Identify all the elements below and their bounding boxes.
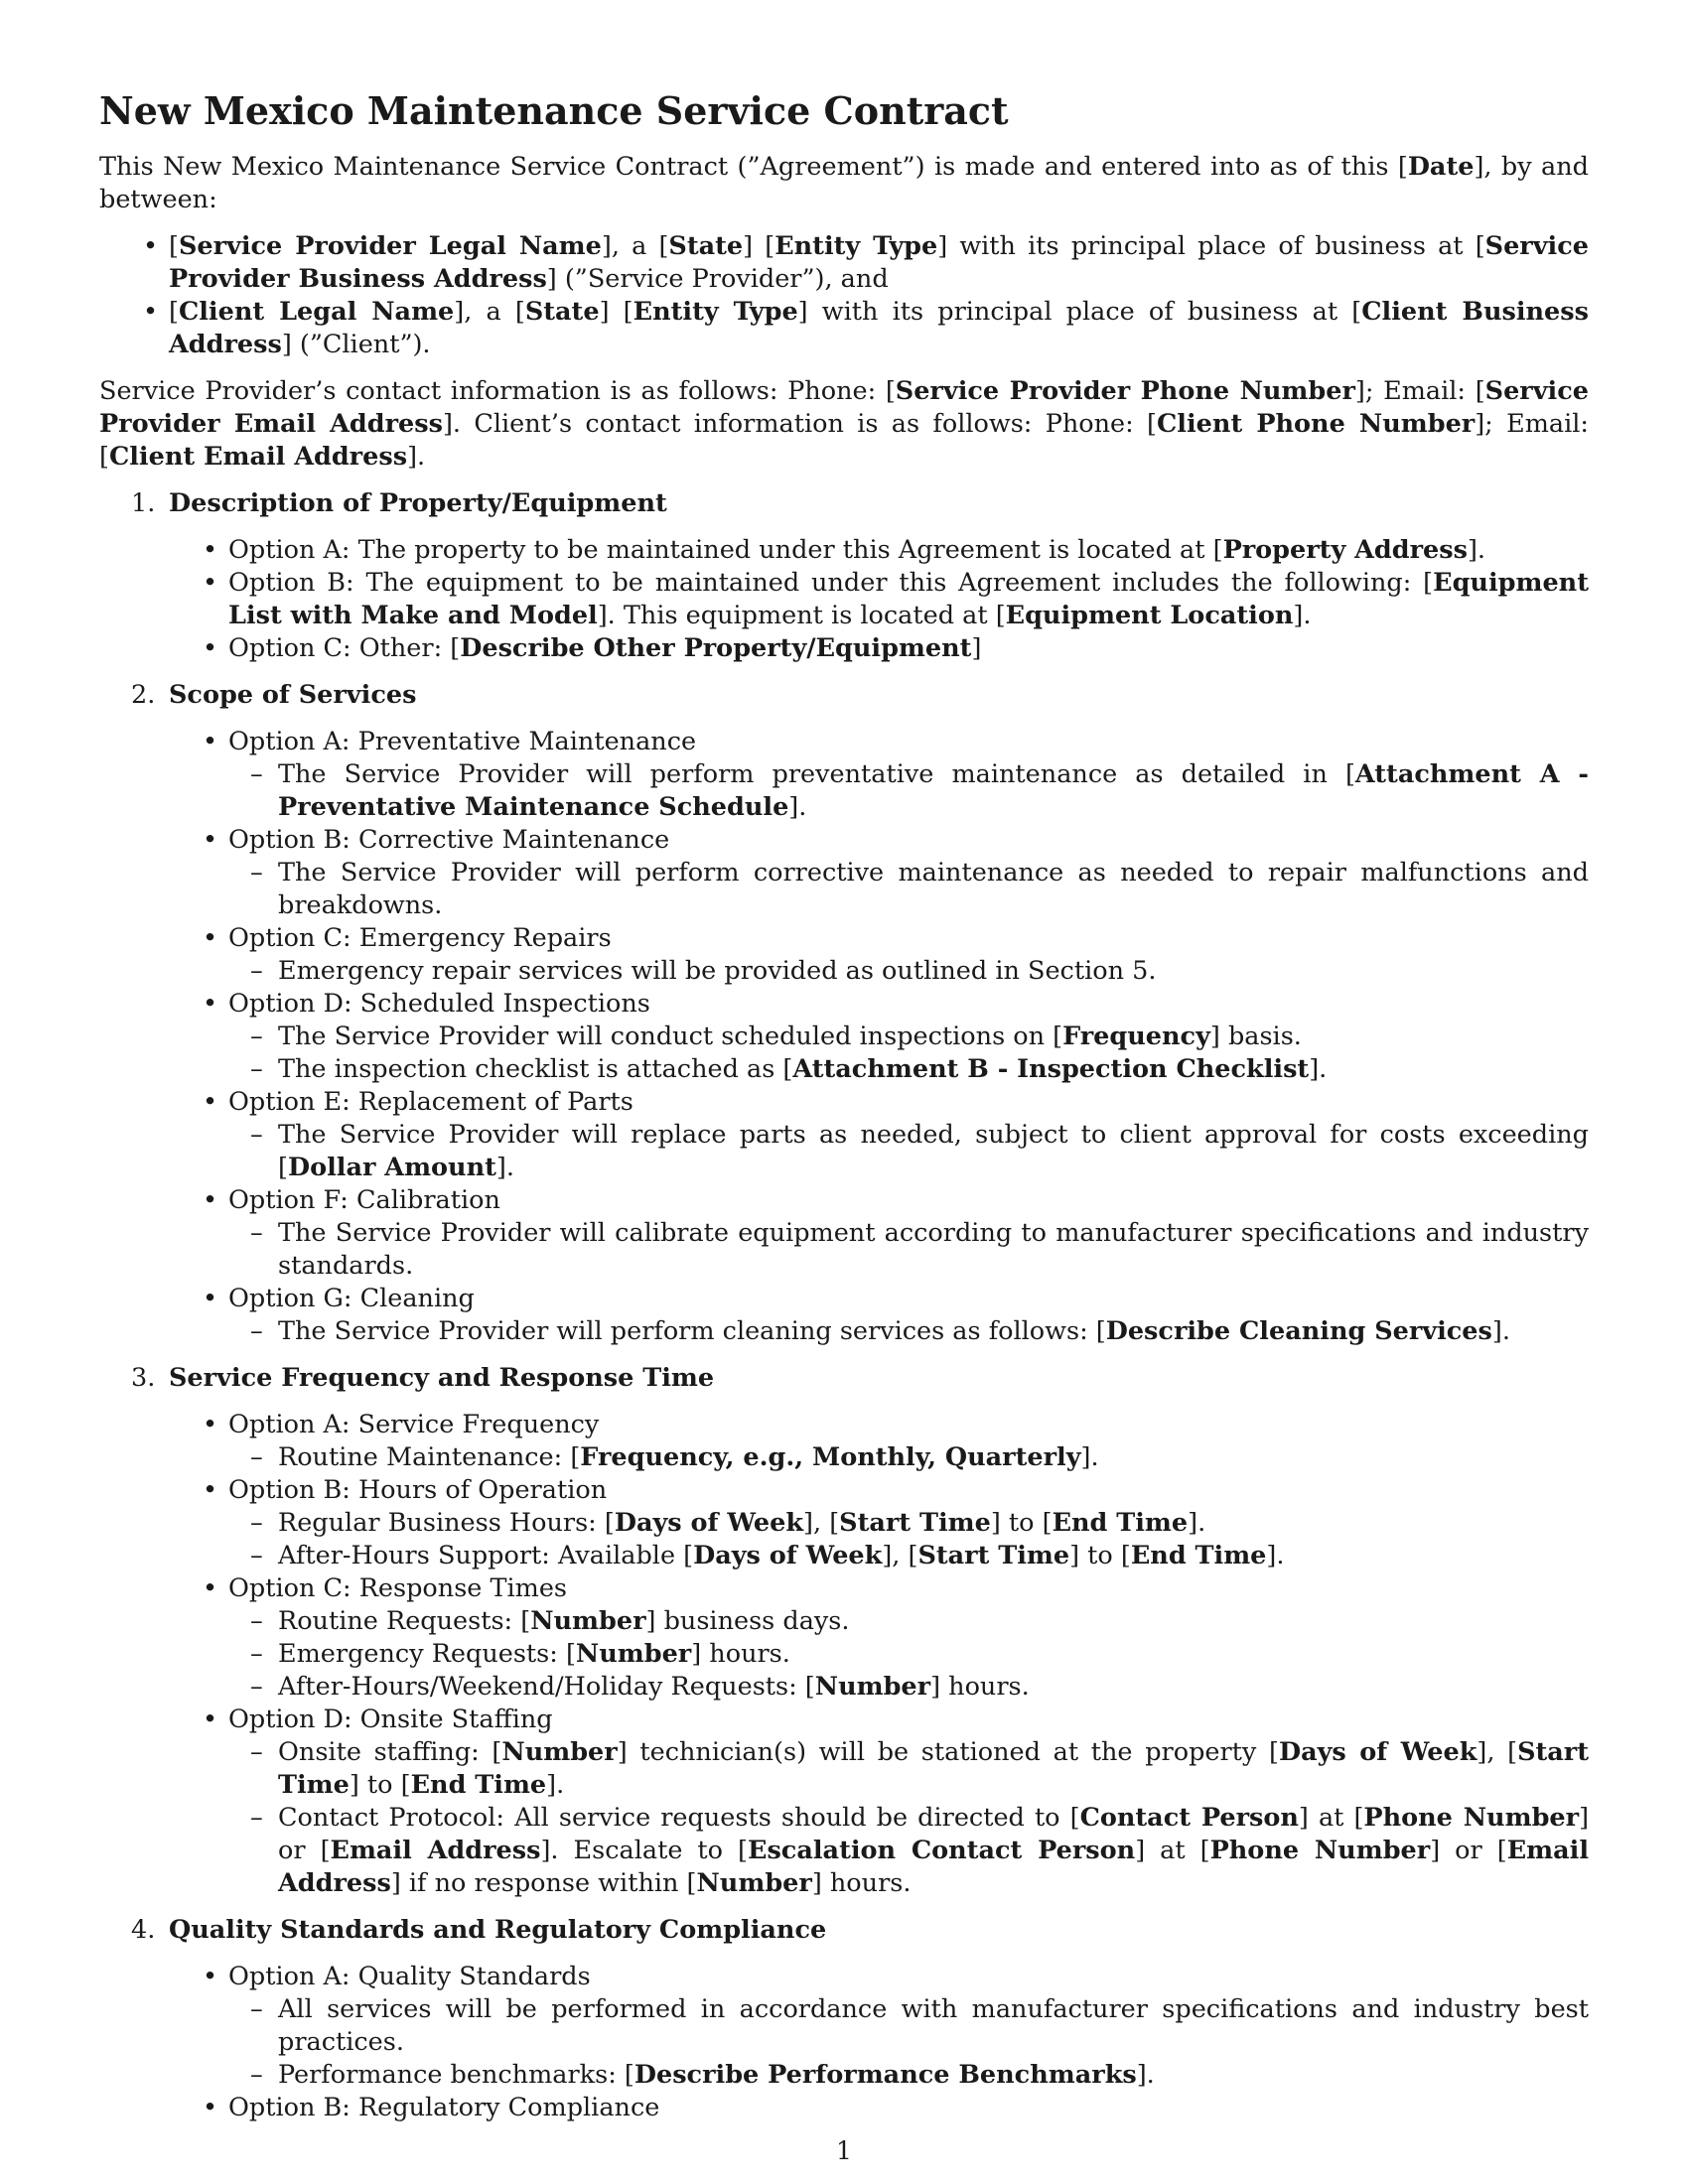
section-title: Description of Property/Equipment bbox=[169, 488, 667, 518]
option-item: • Option D: Onsite Staffing – Onsite staffing: [Number] technician(s) will be stationed at the property [Days of Week], [Start Time] to [End Time]. – Contact Protocol: All service requests should be directed to [Contact Person] at [Phone Number] or [Email Address]. Escalate to [Escalation Contact Person] at [Phone Number] or [Email Address] if no response within [Number] hours. bbox=[169, 1704, 1589, 1900]
parties-list bbox=[99, 230, 1589, 361]
sub-item: – The Service Provider will perform cleaning services as follows: [Describe Cleaning Services]. bbox=[228, 1315, 1589, 1348]
sub-item: – Contact Protocol: All service requests should be directed to [Contact Person] at [Phone Number] or [Email Address]. Escalate to [Escalation Contact Person] at [Phone Number] or [Email Address] if no response within [Number] hours. bbox=[228, 1802, 1589, 1900]
option-item: • Option G: Cleaning – The Service Provider will perform cleaning services as follows: [Describe Cleaning Services]. bbox=[169, 1283, 1589, 1348]
sub-item: – All services will be performed in accordance with manufacturer specifications and industry best practices. bbox=[228, 1993, 1589, 2059]
section-4 bbox=[99, 1914, 1589, 2124]
option-item: • Option D: Scheduled Inspections – The Service Provider will conduct scheduled inspections on [Frequency] basis. – The inspection checklist is attached as [Attachment B - Inspection Checklist]. bbox=[169, 988, 1589, 1086]
sub-item: – The Service Provider will calibrate equipment according to manufacturer specifications and industry standards. bbox=[228, 1217, 1589, 1283]
sub-item: – Routine Maintenance: [Frequency, e.g., Monthly, Quarterly]. bbox=[228, 1441, 1589, 1474]
sub-item: – After-Hours/Weekend/Holiday Requests: [Number] hours. bbox=[228, 1671, 1589, 1704]
sub-item: – The Service Provider will replace parts as needed, subject to client approval for costs exceeding [Dollar Amount]. bbox=[228, 1119, 1589, 1184]
section-title: Scope of Services bbox=[169, 680, 417, 710]
section-title: Quality Standards and Regulatory Compliance bbox=[169, 1915, 827, 1945]
sub-item: – The inspection checklist is attached as [Attachment B - Inspection Checklist]. bbox=[228, 1053, 1589, 1086]
option-item: • Option C: Response Times – Routine Requests: [Number] business days. – Emergency Requests: [Number] hours. – After-Hours/Weekend/Holiday Requests: [Number] hours. bbox=[169, 1572, 1589, 1704]
sub-item: – Routine Requests: [Number] business days. bbox=[228, 1605, 1589, 1638]
section-number: 1. bbox=[131, 488, 156, 518]
intro-paragraph: This New Mexico Maintenance Service Contract (”Agreement”) is made and entered into as of this [Date], by and between: bbox=[99, 152, 1590, 214]
sub-item: – Performance benchmarks: [Describe Performance Benchmarks]. bbox=[228, 2059, 1589, 2092]
section-1 bbox=[99, 487, 1589, 665]
sections-list bbox=[99, 487, 1589, 2124]
sub-item: – The Service Provider will conduct scheduled inspections on [Frequency] basis. bbox=[228, 1021, 1589, 1053]
option-item: • Option A: Service Frequency – Routine Maintenance: [Frequency, e.g., Monthly, Quarterly]. bbox=[169, 1409, 1589, 1474]
option-item: • Option B: The equipment to be maintained under this Agreement includes the following: [Equipment List with Make and Model]. This equipment is located at [Equipment Location]. bbox=[169, 567, 1589, 632]
option-item: • Option E: Replacement of Parts – The Service Provider will replace parts as needed, subject to client approval for costs exceeding [Dollar Amount]. bbox=[169, 1086, 1589, 1184]
option-item: • Option A: Preventative Maintenance – The Service Provider will perform preventative maintenance as detailed in [Attachment A - Preventative Maintenance Schedule]. bbox=[169, 726, 1589, 824]
sub-item: – After-Hours Support: Available [Days of Week], [Start Time] to [End Time]. bbox=[228, 1540, 1589, 1572]
sub-item: – Emergency Requests: [Number] hours. bbox=[228, 1638, 1589, 1671]
party-service-provider: • [Service Provider Legal Name], a [State] [Entity Type] with its principal place of business at [Service Provider Business Address] (”Service Provider”), and bbox=[99, 230, 1589, 296]
sub-item: – Onsite staffing: [Number] technician(s) will be stationed at the property [Days of Week], [Start Time] to [End Time]. bbox=[228, 1736, 1589, 1802]
section-2 bbox=[99, 679, 1589, 1348]
option-item: • Option B: Hours of Operation – Regular Business Hours: [Days of Week], [Start Time] to [End Time]. – After-Hours Support: Available [Days of Week], [Start Time] to [End Time]. bbox=[169, 1474, 1589, 1572]
section-number: 2. bbox=[131, 680, 156, 710]
sub-item: – Regular Business Hours: [Days of Week], [Start Time] to [End Time]. bbox=[228, 1507, 1589, 1540]
page-number: 1 bbox=[836, 2136, 852, 2165]
option-item: • Option B: Corrective Maintenance – The Service Provider will perform corrective maintenance as needed to repair malfunctions and breakdowns. bbox=[169, 824, 1589, 922]
document-page bbox=[99, 85, 1589, 2138]
option-item: • Option B: Regulatory Compliance bbox=[169, 2092, 1589, 2124]
option-item: • Option A: The property to be maintained under this Agreement is located at [Property Address]. bbox=[169, 534, 1589, 567]
section-title: Service Frequency and Response Time bbox=[169, 1363, 715, 1393]
sub-item: – The Service Provider will perform corrective maintenance as needed to repair malfunctions and breakdowns. bbox=[228, 857, 1589, 922]
option-item: • Option A: Quality Standards – All services will be performed in accordance with manufacturer specifications and industry best practices. – Performance benchmarks: [Describe Performance Benchmarks]. bbox=[169, 1961, 1589, 2092]
option-item: • Option C: Other: [Describe Other Property/Equipment] bbox=[169, 632, 1589, 665]
party-client: • [Client Legal Name], a [State] [Entity Type] with its principal place of business at [Client Business Address] (”Client”). bbox=[99, 296, 1589, 361]
contact-paragraph: Service Provider’s contact information is as follows: Phone: [Service Provider Phone Number]; Email: [Service Provider Email Address]. Client’s contact information is as follows: Phone: [Client Phone Number]; Email: [Client Email Address]. bbox=[99, 376, 1589, 472]
option-item: • Option C: Emergency Repairs – Emergency repair services will be provided as outlined in Section 5. bbox=[169, 922, 1589, 988]
sub-item: – Emergency repair services will be provided as outlined in Section 5. bbox=[228, 955, 1589, 988]
document-title: New Mexico Maintenance Service Contract bbox=[99, 88, 1009, 133]
placeholder-date: Date bbox=[1407, 152, 1475, 182]
option-item: • Option F: Calibration – The Service Provider will calibrate equipment according to manufacturer specifications and industry standards. bbox=[169, 1184, 1589, 1283]
section-number: 4. bbox=[131, 1915, 156, 1945]
section-number: 3. bbox=[131, 1363, 156, 1393]
section-3 bbox=[99, 1362, 1589, 1900]
sub-item: – The Service Provider will perform preventative maintenance as detailed in [Attachment A - Preventative Maintenance Schedule]. bbox=[228, 758, 1589, 824]
